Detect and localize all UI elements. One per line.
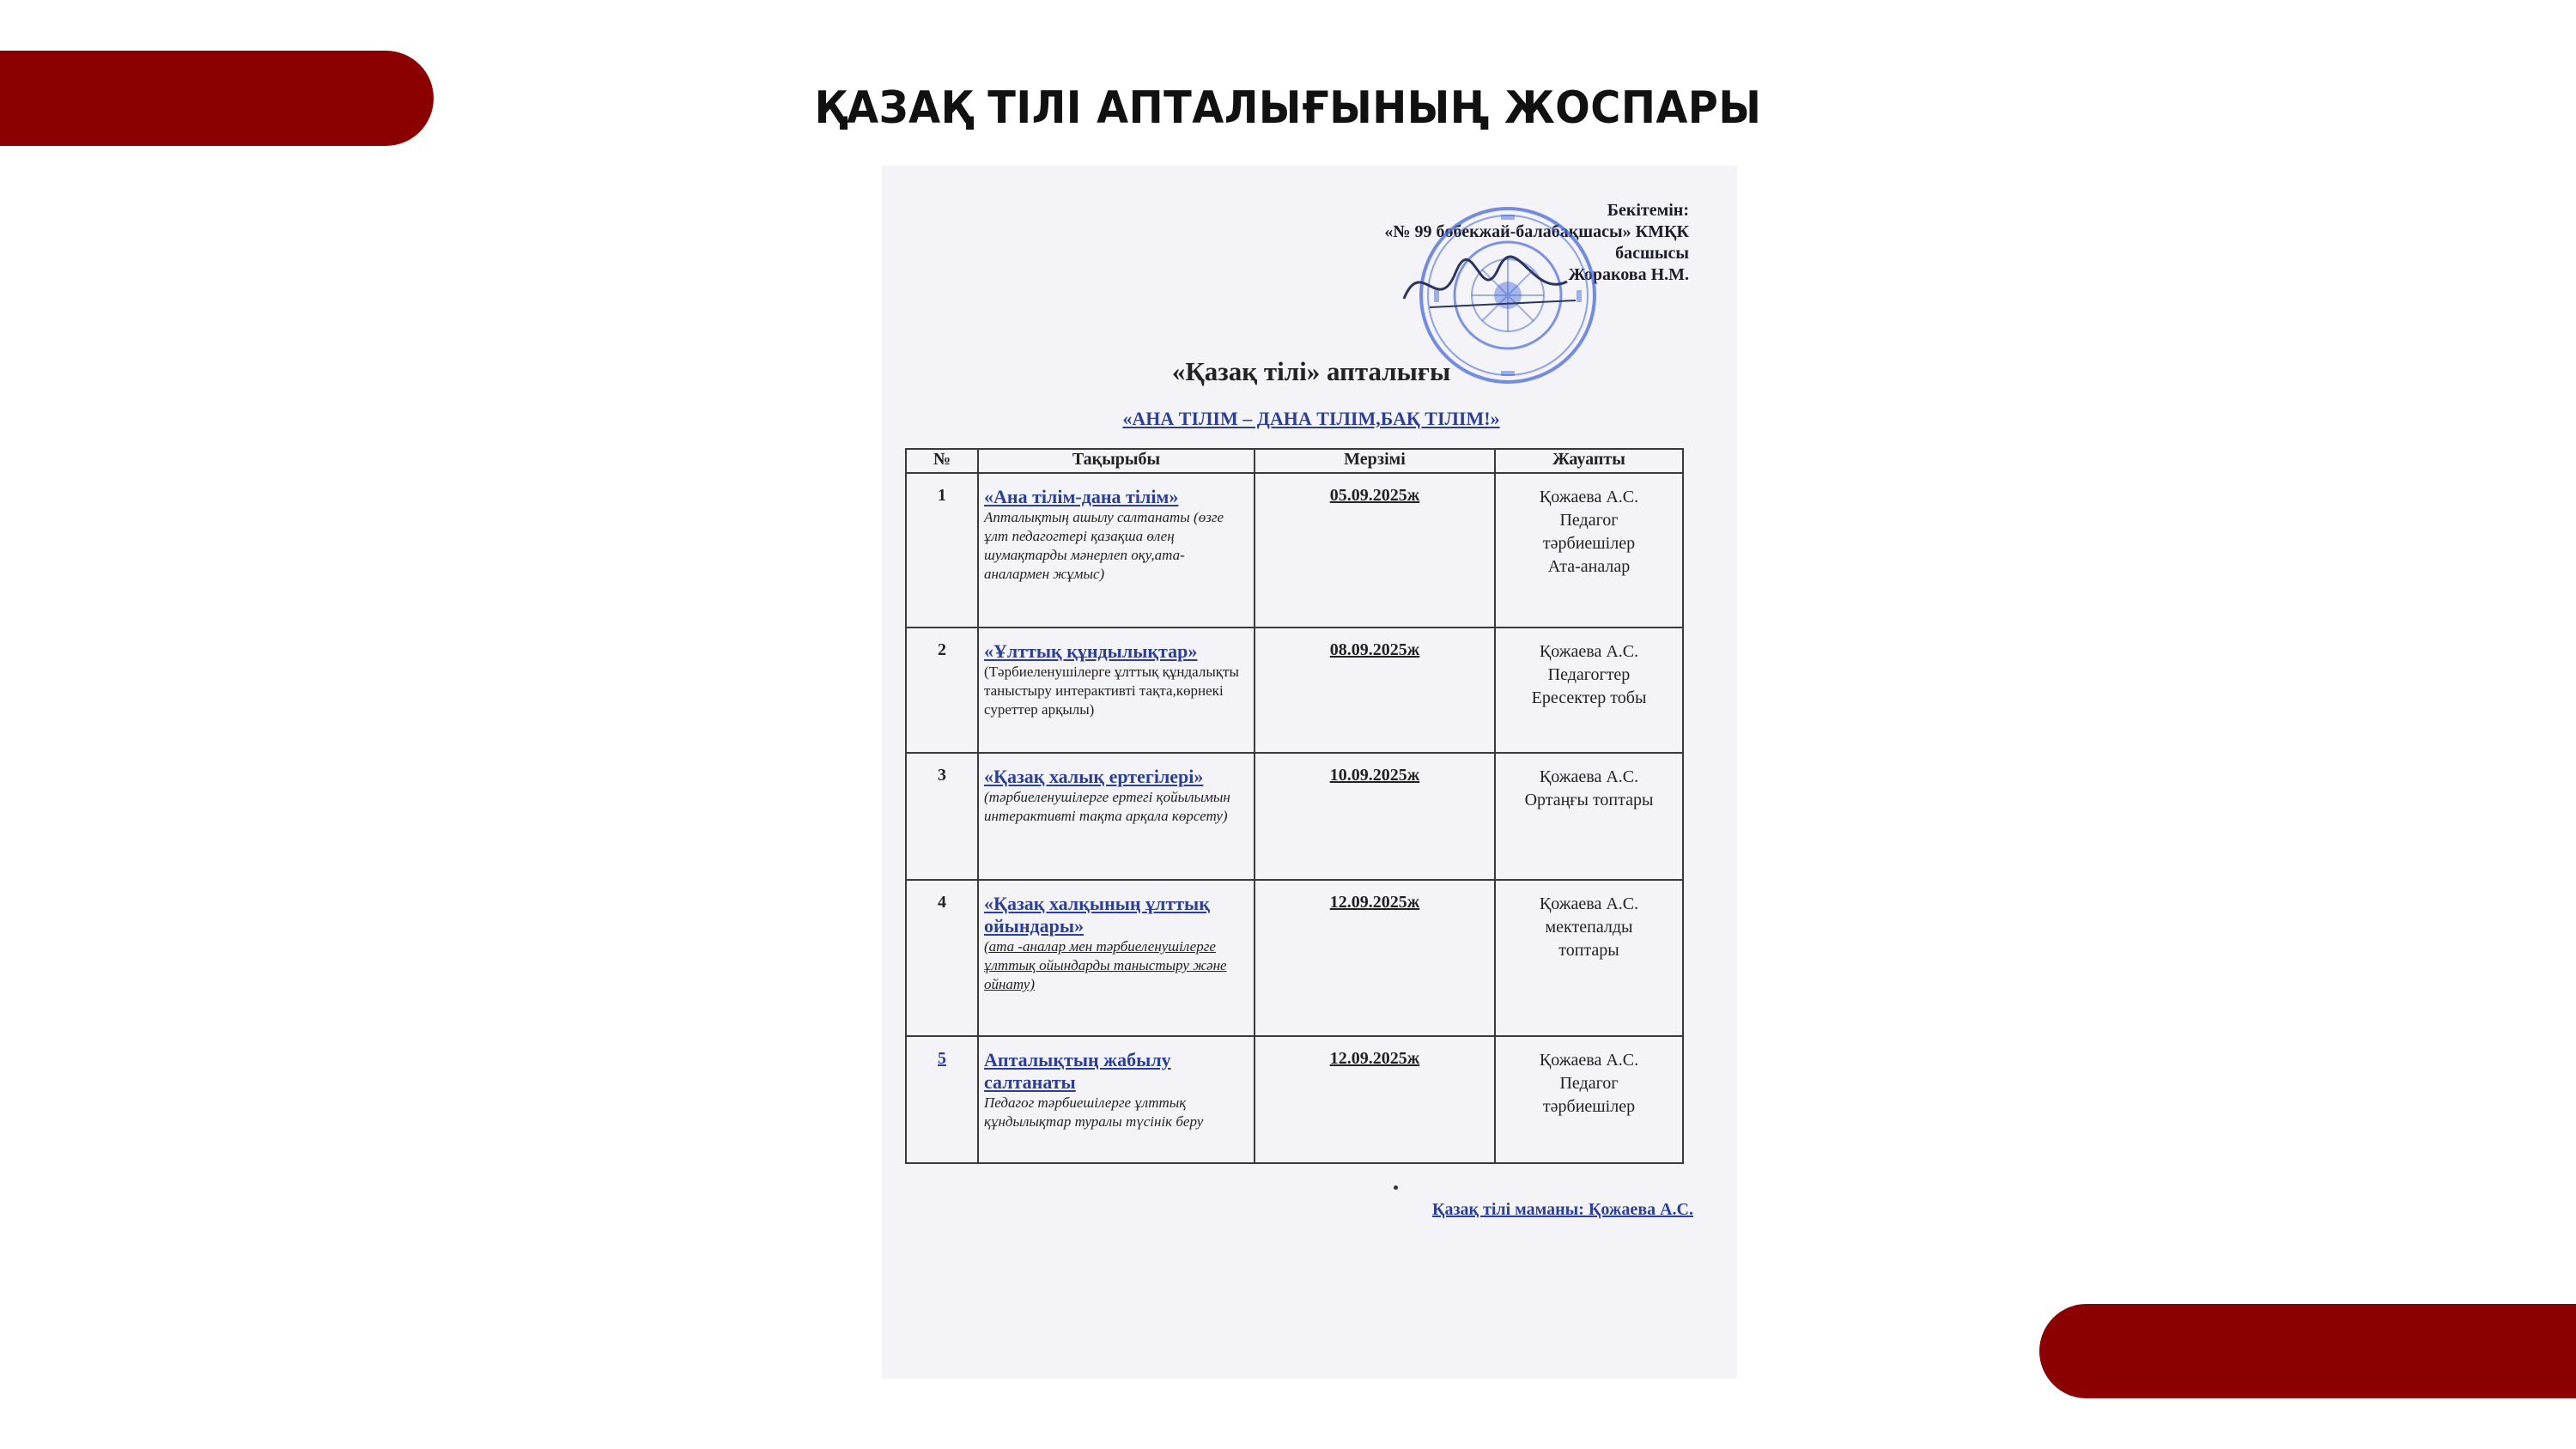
topic-title: «Ұлттық құндылықтар» <box>984 640 1198 662</box>
row-responsible <box>1495 753 1683 880</box>
topic-description: (Тәрбиеленушілерге ұлттық құндалықты таныстыру интерактивті тақта,көрнекі суреттер арқылы) <box>984 664 1239 718</box>
table-row <box>906 627 1683 753</box>
approval-line-4: Жоракова Н.М. <box>1568 265 1689 284</box>
row-topic <box>978 753 1255 880</box>
row-responsible <box>1495 473 1683 627</box>
approval-line-2: «№ 99 бөбекжай-балабақшасы» КМҚК <box>1384 222 1689 241</box>
topic-description: Педагог тәрбиешілерге ұлттық құндылықтар туралы түсінік беру <box>984 1094 1204 1130</box>
responsible-line: Ата-аналар <box>1547 557 1631 576</box>
row-number: 1 <box>906 473 978 627</box>
document-subheading: «АНА ТІЛІМ – ДАНА ТІЛІМ,БАҚ ТІЛІМ!» <box>1122 408 1500 429</box>
row-date: 05.09.2025ж <box>1255 473 1495 627</box>
row-date: 12.09.2025ж <box>1255 1036 1495 1163</box>
row-topic <box>978 473 1255 627</box>
plan-table <box>905 448 1684 1164</box>
scanned-document <box>882 166 1737 1379</box>
table-header-row <box>906 449 1683 473</box>
responsible-line: Қожаева А.С. <box>1539 1051 1639 1070</box>
topic-title: «Ана тілім-дана тілім» <box>984 486 1179 507</box>
row-number: 4 <box>906 880 978 1036</box>
row-date: 12.09.2025ж <box>1255 880 1495 1036</box>
topic-title: «Қазақ халқының ұлттық ойындары» <box>984 893 1210 937</box>
responsible-line: тәрбиешілер <box>1542 1097 1636 1116</box>
row-number: 3 <box>906 753 978 880</box>
header-number: № <box>906 449 978 473</box>
responsible-line: Ортаңғы топтары <box>1524 791 1654 809</box>
header-date: Мерзімі <box>1255 449 1495 473</box>
responsible-line: Педагогтер <box>1547 665 1631 684</box>
document-footer: Қазақ тілі маманы: Қожаева А.С. <box>1431 1200 1693 1219</box>
responsible-line: Ересектер тобы <box>1531 688 1647 707</box>
header-topic: Тақырыбы <box>978 449 1255 473</box>
table-row <box>906 753 1683 880</box>
responsible-line: тәрбиешілер <box>1542 534 1636 553</box>
slide-title: ҚАЗАҚ ТІЛІ АПТАЛЫҒЫНЫҢ ЖОСПАРЫ <box>814 82 1762 134</box>
responsible-line: Педагог <box>1559 1074 1619 1093</box>
decorative-bar-right <box>2039 1304 2576 1398</box>
responsible-line: Педагог <box>1559 511 1619 530</box>
row-topic <box>978 1036 1255 1163</box>
responsible-line: Қожаева А.С. <box>1539 642 1639 661</box>
document-heading: «Қазақ тілі» апталығы <box>1171 356 1451 386</box>
table-row <box>906 880 1683 1036</box>
responsible-line: Қожаева А.С. <box>1539 488 1639 506</box>
topic-description: Апталықтың ашылу салтанаты (өзге ұлт педагогтері қазақша өлең шумақтарды мәнерлеп оқу,ата-аналармен жұмыс) <box>984 509 1224 582</box>
responsible-line: топтары <box>1558 941 1619 960</box>
responsible-line: Қожаева А.С. <box>1539 767 1639 786</box>
responsible-line: мектепалды <box>1545 918 1633 937</box>
table-row <box>906 473 1683 627</box>
topic-description: (ата -аналар мен тәрбиеленушілерге ұлттық ойындарды таныстыру және ойнату) <box>984 938 1227 992</box>
responsible-line: Қожаева А.С. <box>1539 894 1639 913</box>
row-number: 2 <box>906 627 978 753</box>
signature-icon <box>1395 247 1584 324</box>
row-responsible <box>1495 880 1683 1036</box>
topic-title: «Қазақ халық ертегілері» <box>984 766 1204 787</box>
row-topic <box>978 627 1255 753</box>
approval-line-3: басшысы <box>1615 244 1689 263</box>
row-responsible <box>1495 627 1683 753</box>
topic-title: Апталықтың жабылу салтанаты <box>984 1049 1171 1093</box>
row-date: 10.09.2025ж <box>1255 753 1495 880</box>
row-topic <box>978 880 1255 1036</box>
table-row <box>906 1036 1683 1163</box>
approval-line-1: Бекітемін: <box>1607 201 1689 220</box>
row-responsible <box>1495 1036 1683 1163</box>
footer-dot <box>1394 1185 1398 1190</box>
row-number: 5 <box>906 1036 978 1163</box>
row-date: 08.09.2025ж <box>1255 627 1495 753</box>
topic-description: (тәрбиеленушілерге ертегі қойылымын интерактивті тақта арқала көрсету) <box>984 789 1230 824</box>
header-responsible: Жауапты <box>1495 449 1683 473</box>
